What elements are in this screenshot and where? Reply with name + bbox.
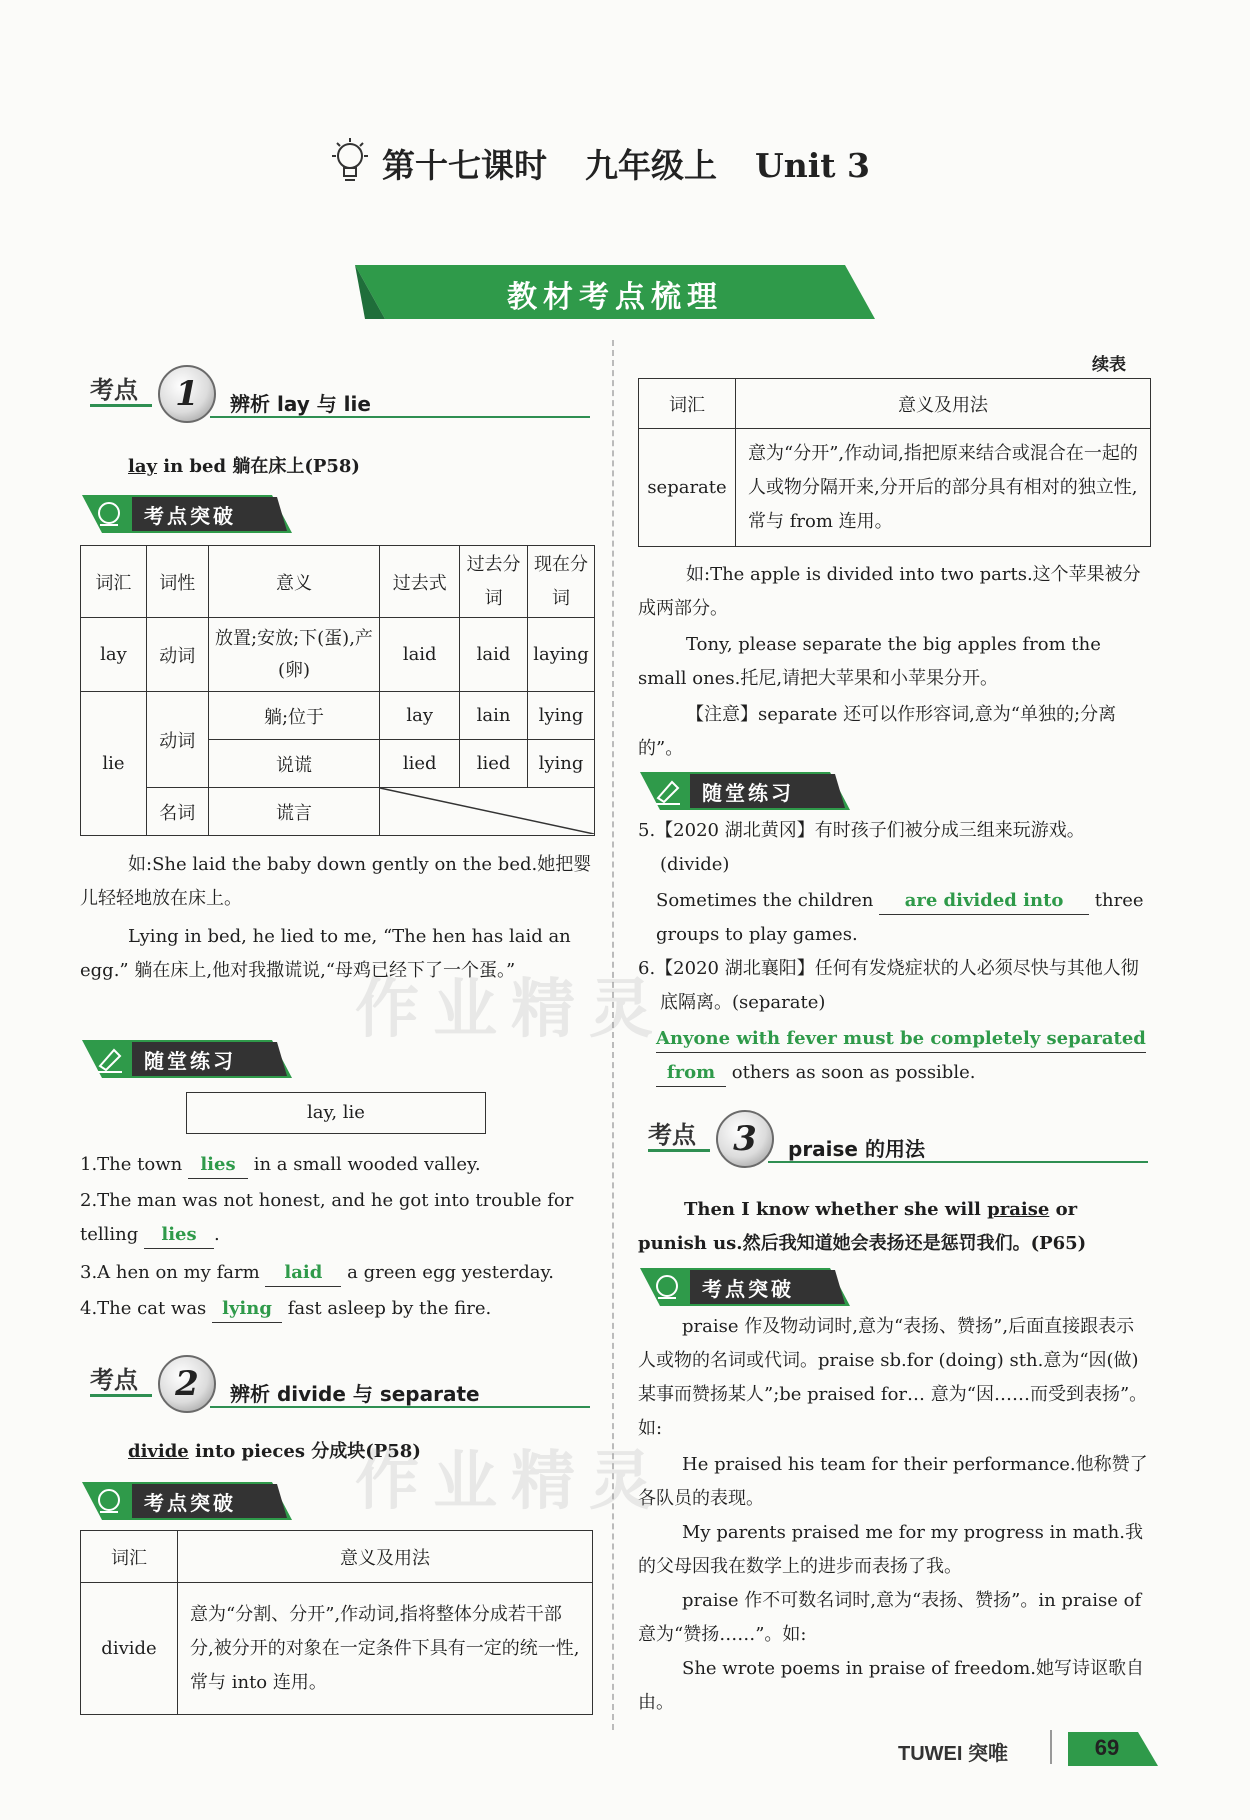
footer-brand: TUWEI 突唯 bbox=[898, 1743, 1008, 1765]
tag-breakthrough-3: 考点突破 bbox=[640, 1268, 850, 1306]
tag-icon bbox=[94, 1486, 128, 1516]
page-number: 69 bbox=[1094, 1735, 1120, 1760]
kp3-paragraph-4: praise 作不可数名词时,意为“表扬、赞扬”。in praise of 意为“赞扬……”。如: bbox=[638, 1590, 1142, 1645]
pencil-icon bbox=[652, 776, 686, 806]
kp3-paragraph-5: She wrote poems in praise of freedom.她写诗讴歌自由。 bbox=[638, 1658, 1145, 1713]
kaodian-1-header bbox=[80, 370, 590, 440]
title-lesson: 第十七课时 bbox=[382, 146, 547, 185]
kp3-sentence: Then I know whether she will praise or punish us.然后我知道她会表扬还是惩罚我们。(P65) bbox=[638, 1199, 1087, 1254]
tag-practice-2: 随堂练习 bbox=[640, 772, 850, 810]
question-5-prompt: 5.【2020 湖北黄冈】有时孩子们被分成三组来玩游戏。(divide) bbox=[638, 820, 1085, 875]
tag-breakthrough-2: 考点突破 bbox=[82, 1482, 292, 1520]
question-1: 1.The town lies in a small wooded valley. bbox=[80, 1148, 595, 1182]
page-title bbox=[382, 140, 870, 187]
kp1-example-2: Lying in bed, he lied to me, “The hen has laid an egg.” 躺在床上,他对我撒谎说,“母鸡已经下了一个蛋。” bbox=[80, 926, 571, 981]
kaodian-title: 辨析 divide 与 separate bbox=[230, 1382, 480, 1406]
kp2-phrase: divide into pieces 分成块(P58) bbox=[128, 1441, 421, 1462]
kp1-example-1: 如:She laid the baby down gently on the bed.她把婴儿轻轻地放在床上。 bbox=[80, 854, 592, 909]
separate-table: 词汇 意义及用法 separate 意为“分开”,作动词,指把原来结合或混合在一起的人或物分隔开来,分开后的部分具有相对的独立性,常与 from 连用。 bbox=[638, 378, 1151, 547]
tag-icon bbox=[94, 499, 128, 529]
answer-6a: Anyone with fever must be completely separated bbox=[656, 1026, 1146, 1053]
answer-3: laid bbox=[265, 1260, 341, 1287]
title-unit: Unit 3 bbox=[755, 146, 871, 185]
question-2: 2.The man was not honest, and he got into trouble for telling lies . bbox=[80, 1184, 595, 1252]
word-box: lay, lie bbox=[186, 1092, 486, 1134]
question-5: Sometimes the children are divided into three groups to play games. bbox=[656, 890, 1144, 945]
kp3-paragraph-3: My parents praised me for my progress in math.我的父母因我在数学上的进步而表扬了我。 bbox=[638, 1522, 1143, 1577]
kp1-phrase: lay in bed 躺在床上(P58) bbox=[128, 456, 360, 477]
tag-practice: 随堂练习 bbox=[82, 1040, 292, 1078]
kaodian-number: 3 bbox=[716, 1110, 774, 1168]
kp3-paragraph-2: He praised his team for their performance.他称赞了各队员的表现。 bbox=[638, 1454, 1148, 1509]
divide-table: 词汇 意义及用法 divide 意为“分割、分开”,作动词,指将整体分成若干部分,被分开的对象在一定条件下具有一定的统一性,常与 into 连用。 bbox=[80, 1530, 593, 1715]
tag-icon bbox=[652, 1272, 686, 1302]
title-grade: 九年级上 bbox=[585, 146, 717, 185]
continued-label: 续表 bbox=[1092, 355, 1126, 375]
answer-1: lies bbox=[188, 1152, 248, 1179]
answer-2: lies bbox=[144, 1222, 214, 1249]
question-6: Anyone with fever must be completely separated from others as soon as possible. bbox=[656, 1022, 1151, 1090]
pencil-icon bbox=[94, 1044, 128, 1074]
kaodian-2-header: 考点 2 辨析 divide 与 separate bbox=[80, 1360, 590, 1430]
tag-breakthrough: 考点突破 bbox=[82, 495, 292, 533]
lightbulb-icon bbox=[330, 138, 370, 188]
question-6-prompt: 6.【2020 湖北襄阳】任何有发烧症状的人必须尽快与其他人彻底隔离。(separate) bbox=[638, 958, 1139, 1013]
kp3-paragraph-1: praise 作及物动词时,意为“表扬、赞扬”,后面直接跟表示人或物的名词或代词。praise sb.for (doing) sth.意为“因(做)某事而赞扬某人”;be praised for… 意为“因……而受到表扬”。如: bbox=[638, 1316, 1148, 1439]
kaodian-title: 辨析 lay 与 lie bbox=[230, 392, 371, 416]
answer-6b: from bbox=[656, 1060, 726, 1087]
separate-example-1: 如:The apple is divided into two parts.这个苹果被分成两部分。 bbox=[638, 564, 1141, 619]
footer-divider bbox=[1050, 1730, 1052, 1764]
kaodian-number: 2 bbox=[158, 1355, 216, 1413]
answer-5: are divided into bbox=[879, 888, 1089, 915]
watermark: 作业精灵 bbox=[355, 973, 667, 1047]
answer-4: lying bbox=[212, 1296, 282, 1323]
separate-example-2: Tony, please separate the big apples from the small ones.托尼,请把大苹果和小苹果分开。 bbox=[638, 634, 1101, 689]
watermark: 作业精灵 bbox=[355, 1445, 667, 1519]
lay-lie-table: 词汇 词性 意义 过去式 过去分词 现在分词 lay 动词 放置;安放;下(蛋),产(卵) laid laid laying lie 动词 躺;位于 lay lain lying 说谎 lied lied lying 名词 谎言 bbox=[80, 545, 595, 836]
kaodian-3-header: 考点 3 praise 的用法 bbox=[638, 1115, 1148, 1185]
kaodian-number: 1 bbox=[158, 365, 216, 423]
section-banner-text: 教材考点梳理 bbox=[507, 280, 723, 315]
kaodian-label: 考点 bbox=[90, 376, 138, 404]
question-3: 3.A hen on my farm laid a green egg yesterday. bbox=[80, 1256, 595, 1290]
question-4: 4.The cat was lying fast asleep by the fire. bbox=[80, 1292, 595, 1326]
separate-note: 【注意】separate 还可以作形容词,意为“单独的;分离的”。 bbox=[638, 704, 1117, 759]
kaodian-title: praise 的用法 bbox=[788, 1137, 925, 1161]
